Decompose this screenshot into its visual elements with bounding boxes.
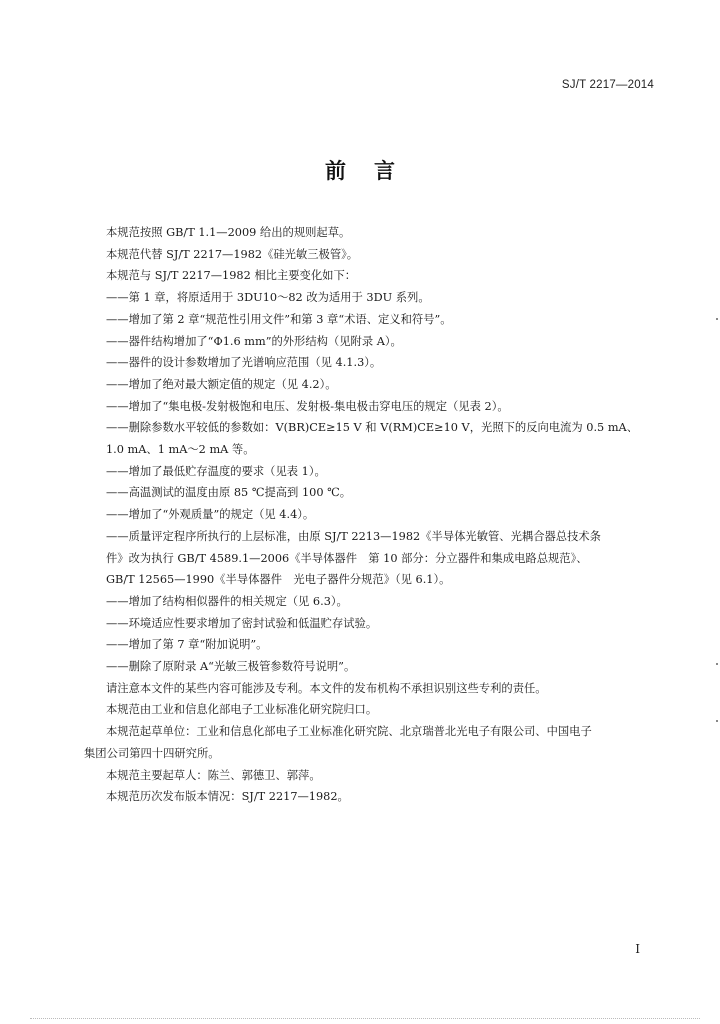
- page-number: I: [635, 942, 640, 956]
- change-item: ——增加了结构相似器件的相关规定（见 6.3）。: [106, 594, 348, 608]
- standard-code: SJ/T 2217—2014: [561, 79, 654, 91]
- change-item: ——增加了“集电极-发射极饱和电压、发射极-集电极击穿电压的规定（见表 2）。: [106, 399, 509, 413]
- change-item: ——删除参数水平较低的参数如：V(BR)CE≥15 V 和 V(RM)CE≥10 V，光照下的反向电流为 0.5 mA、: [106, 421, 639, 435]
- change-item: ——环境适应性要求增加了密封试验和低温贮存试验。: [106, 616, 378, 630]
- paragraph-changes-intro: 本规范与 SJ/T 2217—1982 相比主要变化如下：: [106, 269, 357, 283]
- scan-mark: [716, 663, 718, 665]
- paragraph-patent-notice: 请注意本文件的某些内容可能涉及专利。本文件的发布机构不承担识别这些专利的责任。: [106, 681, 547, 695]
- paragraph-previous-editions: 本规范历次发布版本情况：SJ/T 2217—1982。: [106, 790, 349, 804]
- change-item-continuation: 1.0 mA、1 mA～2 mA 等。: [106, 443, 255, 457]
- change-item: ——高温测试的温度由原 85 ℃提高到 100 ℃。: [106, 486, 352, 500]
- page-title: 前言: [325, 158, 423, 183]
- change-item-continuation: 件》改为执行 GB/T 4589.1—2006《半导体器件 第 10 部分：分立器件和集成电路总规范》、: [106, 551, 588, 565]
- paragraph-drafting-units-continuation: 集团公司第四十四研究所。: [84, 746, 220, 760]
- paragraph-main-drafters: 本规范主要起草人：陈兰、郭德卫、郭萍。: [106, 768, 321, 782]
- paragraph-drafting-units: 本规范起草单位：工业和信息化部电子工业标准化研究院、北京瑞普北光电子有限公司、中国电子: [106, 725, 592, 739]
- change-item: ——器件结构增加了“Φ1.6 mm”的外形结构（见附录 A）。: [106, 334, 402, 348]
- change-item: ——质量评定程序所执行的上层标准，由原 SJ/T 2213—1982《半导体光敏管、光耦合器总技术条: [106, 529, 601, 543]
- paragraph-drafting-rules: 本规范按照 GB/T 1.1—2009 给出的规则起草。: [106, 226, 351, 239]
- change-item: ——增加了“外观质量”的规定（见 4.4）。: [106, 508, 315, 522]
- change-item: ——增加了最低贮存温度的要求（见表 1）。: [106, 464, 326, 478]
- scan-edge-dots: [30, 1018, 700, 1021]
- change-item: ——增加了绝对最大额定值的规定（见 4.2）。: [106, 377, 337, 391]
- paragraph-replaces: 本规范代替 SJ/T 2217—1982《硅光敏三极管》。: [106, 247, 359, 261]
- change-item: ——第 1 章，将原适用于 3DU10～82 改为适用于 3DU 系列。: [106, 291, 430, 305]
- change-item-continuation: GB/T 12565—1990《半导体器件 光电子器件分规范》（见 6.1）。: [106, 573, 451, 587]
- change-item: ——删除了原附录 A“光敏三极管参数符号说明”。: [106, 660, 356, 674]
- scan-mark: [716, 720, 718, 722]
- scan-mark: [716, 318, 718, 320]
- change-item: ——增加了第 2 章“规范性引用文件”和第 3 章“术语、定义和符号”。: [106, 312, 452, 326]
- change-item: ——增加了第 7 章“附加说明”。: [106, 638, 268, 652]
- document-body: [84, 222, 656, 808]
- change-item: ——器件的设计参数增加了光谱响应范围（见 4.1.3）。: [106, 356, 382, 370]
- paragraph-centralized-by: 本规范由工业和信息化部电子工业标准化研究院归口。: [106, 703, 378, 717]
